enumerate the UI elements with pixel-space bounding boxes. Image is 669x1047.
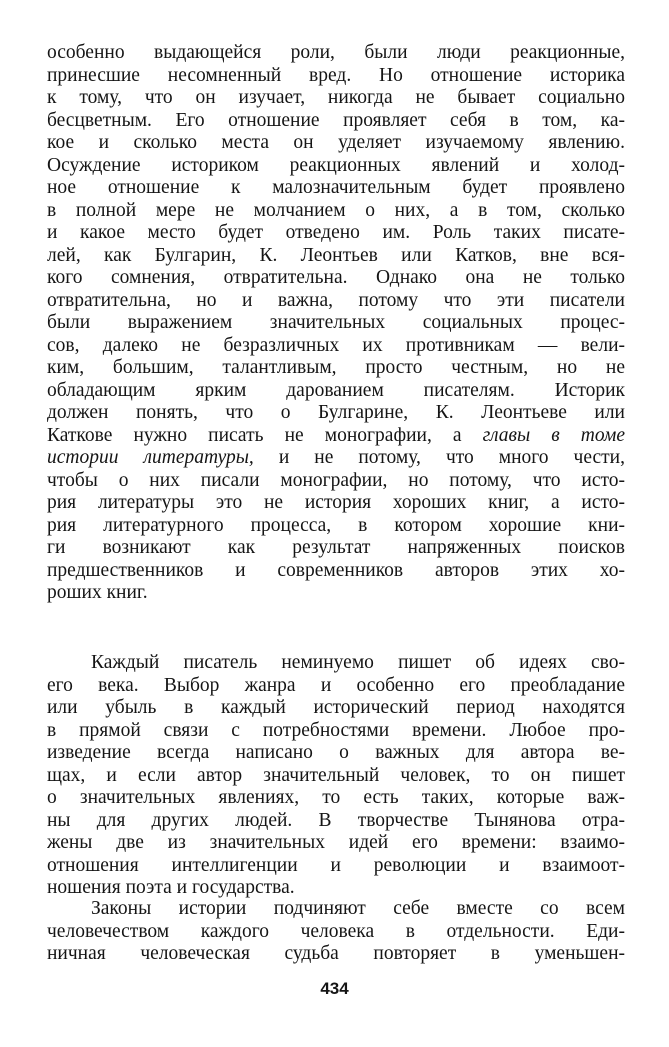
- paragraph-3: [47, 898, 625, 966]
- text-line: обладающим ярким дарованием писателям. Историк: [47, 379, 625, 401]
- text-line: Законы истории подчиняют себе вместе со всем: [91, 898, 625, 919]
- text-run: и не потому, что много чести,: [253, 447, 625, 468]
- paragraph-2: [47, 652, 625, 900]
- text-line: в прямой связи с потребностями времени. Любое про-: [47, 719, 625, 741]
- text-line: и какое место будет отведено им. Роль таких писате-: [47, 222, 625, 243]
- text-line: ное отношение к малозначительным будет проявлено: [47, 177, 625, 198]
- text-line: человечеством каждого человека в отдельности. Еди-: [47, 920, 625, 942]
- text-line: Каждый писатель неминуемо пишет об идеях сво-: [91, 652, 625, 673]
- text-line: ничная человеческая судьба повторяет в уменьшен-: [47, 943, 625, 964]
- text-line: сов, далеко не безразличных их противникам — вели-: [47, 334, 625, 356]
- text-line: изведение всегда написано о важных для автора ве-: [47, 742, 625, 763]
- text-line: его века. Выбор жанра и особенно его преобладание: [47, 674, 625, 696]
- text-line: ны для других людей. В творчестве Тынянова отра-: [47, 809, 625, 831]
- text-line: бесцветным. Его отношение проявляет себя в том, ка-: [47, 109, 625, 131]
- text-line: [47, 425, 625, 448]
- text-line: кое и сколько места он уделяет изучаемому явлению.: [47, 132, 625, 153]
- text-line: отношения интеллигенции и революции и взаимоот-: [47, 854, 625, 876]
- text-line: или убыль в каждый исторический период находятся: [47, 697, 625, 718]
- text-line: к тому, что он изучает, никогда не бывает социально: [47, 87, 625, 108]
- text-line: принесшие несомненный вред. Но отношение историка: [47, 64, 625, 86]
- text-line: [47, 447, 625, 470]
- text-line: были выражением значительных социальных процес-: [47, 312, 625, 333]
- text-line: предшественников и современников авторов этих хо-: [47, 559, 625, 581]
- text-line: рия литературы это не история хороших книг, а исто-: [47, 492, 625, 513]
- paragraph-1: [47, 42, 625, 605]
- text-line: роших книг.: [47, 582, 148, 603]
- text-line: ги возникают как результат напряженных поисков: [47, 537, 625, 558]
- italic-text-run: главы в томе: [482, 424, 625, 446]
- text-run: Каткове нужно писать не монографии, а: [47, 424, 483, 446]
- text-line: кого сомнения, отвратительна. Однако она не только: [47, 267, 625, 288]
- text-line: чтобы о них писали монографии, но потому, что исто-: [47, 469, 625, 491]
- text-line: ношения поэта и государства.: [47, 877, 295, 898]
- page-number: 434: [320, 979, 349, 998]
- text-line: особенно выдающейся роли, были люди реакционные,: [47, 42, 625, 63]
- text-line: жены две из значительных идей его времени: взаимо-: [47, 832, 625, 853]
- text-line: Осуждение историком реакционных явлений и холод-: [47, 154, 625, 176]
- text-line: рия литературного процесса, в котором хорошие кни-: [47, 514, 625, 536]
- text-line: щах, и если автор значительный человек, то он пишет: [47, 764, 625, 786]
- text-line: ким, большим, талантливым, просто честным, но не: [47, 357, 625, 378]
- text-line: отвратительна, но и важна, потому что эти писатели: [47, 289, 625, 311]
- text-line: о значительных явлениях, то есть таких, которые важ-: [47, 787, 625, 808]
- text-line: лей, как Булгарин, К. Леонтьев или Катков, вне вся-: [47, 244, 625, 266]
- italic-text-run: истории литературы,: [47, 447, 254, 468]
- text-line: должен понять, что о Булгарине, К. Леонтьеве или: [47, 402, 625, 423]
- text-line: в полной мере не молчанием о них, а в том, сколько: [47, 199, 625, 221]
